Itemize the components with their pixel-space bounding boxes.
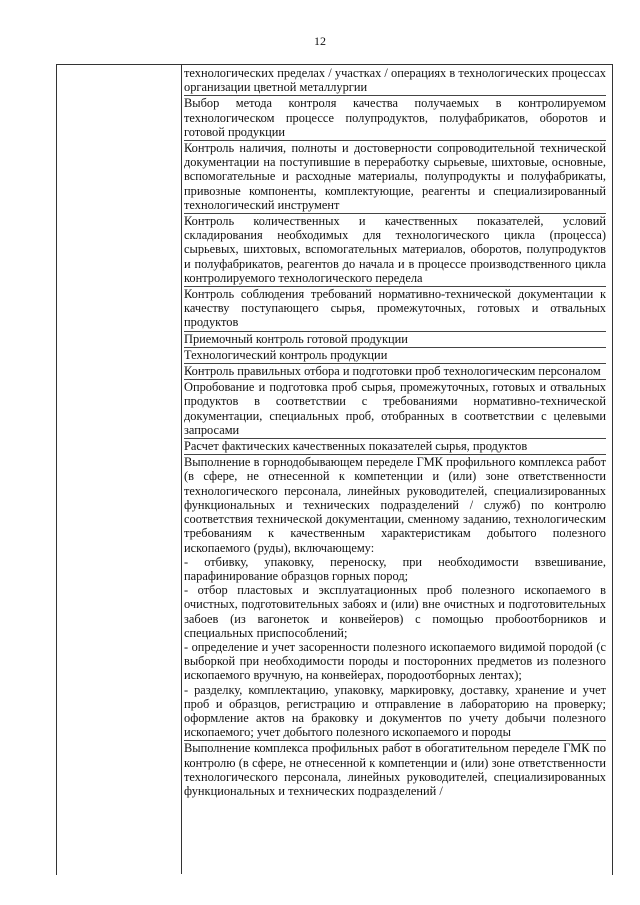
- table-row: [184, 741, 606, 799]
- row-text: Технологический контроль продукции: [184, 347, 388, 362]
- row-bullet: - отбивку, упаковку, переноску, при необходимости взвешивание, парафинирование образцов горных пород;: [184, 554, 606, 583]
- table-row: [184, 96, 606, 141]
- row-text: технологических пределах / участках / операциях в технологических процессах организации цветной металлургии: [184, 66, 606, 95]
- row-bullet: - разделку, комплектацию, упаковку, маркировку, доставку, хранение и учет проб и образцов, регистрацию и отправление в лабораторию на проверку; оформление актов на браковку и документов по учету добычи полезного ископаемого; учет добытого полезного ископаемого и породы: [184, 682, 606, 740]
- row-text: Выполнение в горнодобывающем переделе ГМК профильного комплекса работ (в сфере, не отнесенной к компетенции и (или) зоне ответственности технологического персонала, линейных руководителей, специализированных функциональных и технических подразделений / служб) по контролю соответствия технической документации, сменному заданию, технологическим требованиям к качественным характеристикам добытого полезного ископаемого (руды), включающему:: [184, 455, 606, 555]
- row-text: Опробование и подготовка проб сырья, промежуточных, готовых и отвальных продуктов в соответствии с требованиями нормативно-технической документации, специальных проб, отобранных в соответствии с целевыми запросами: [184, 380, 606, 437]
- table-row: [184, 332, 606, 348]
- row-bullet: - отбор пластовых и эксплуатационных проб полезного ископаемого в очистных, подготовительных забоях и (или) вне очистных и подготовительных забоев (из вагонеток и конвейеров) с помощью пробоотборников и специальных приспособлений;: [184, 583, 606, 640]
- table-row: [184, 66, 606, 96]
- row-text: Приемочный контроль готовой продукции: [184, 331, 408, 346]
- table-row: [184, 455, 606, 741]
- row-text: Контроль правильных отбора и подготовки проб технологическим персоналом: [184, 364, 601, 379]
- table-row: [184, 141, 606, 214]
- table-rows: [184, 66, 606, 799]
- row-bullet: - определение и учет засоренности полезного ископаемого видимой породой (с выборкой при необходимости породы и посторонних предметов из полезного ископаемого вручную, на конвейерах, породоотборных лентах);: [184, 639, 606, 683]
- row-text: Расчет фактических качественных показателей сырья, продуктов: [184, 439, 528, 454]
- page-number: 12: [314, 34, 326, 48]
- table-row: [184, 380, 606, 439]
- column-divider: [181, 64, 182, 874]
- row-text: Выполнение комплекса профильных работ в обогатительном переделе ГМК по контролю (в сфере, не отнесенной к компетенции и (или) зоне ответственности технологического персонала, линейных руководителей, специализированных функциональных и технических подразделений /: [184, 741, 606, 798]
- row-text: Выбор метода контроля качества получаемых в контролируемом технологическом процессе полупродуктов, полуфабрикатов, оборотов и готовой продукции: [184, 96, 606, 139]
- table-row: [184, 364, 606, 380]
- table-row: [184, 439, 606, 455]
- table-row: [184, 348, 606, 364]
- row-text: Контроль количественных и качественных показателей, условий складирования необходимых для технологического цикла (процесса) сырьевых, шихтовых, вспомогательных материалов, оборотов, полупродуктов и полуфабрикатов, реагентов до начала и в процессе производственного цикла контролируемого технологического передела: [184, 214, 606, 285]
- row-text: Контроль соблюдения требований нормативно-технической документации к качеству поступающего сырья, промежуточных, готовых и отвальных продуктов: [184, 287, 606, 330]
- table-row: [184, 214, 606, 287]
- table-row: [184, 287, 606, 332]
- row-text: Контроль наличия, полноты и достоверности сопроводительной технической документации на поступившие в переработку сырьевые, шихтовые, основные, вспомогательные и расходные материалы, полупродукты и полуфабрикаты, привозные компоненты, комплектующие, реагенты и специализированный технологический инструмент: [184, 141, 606, 212]
